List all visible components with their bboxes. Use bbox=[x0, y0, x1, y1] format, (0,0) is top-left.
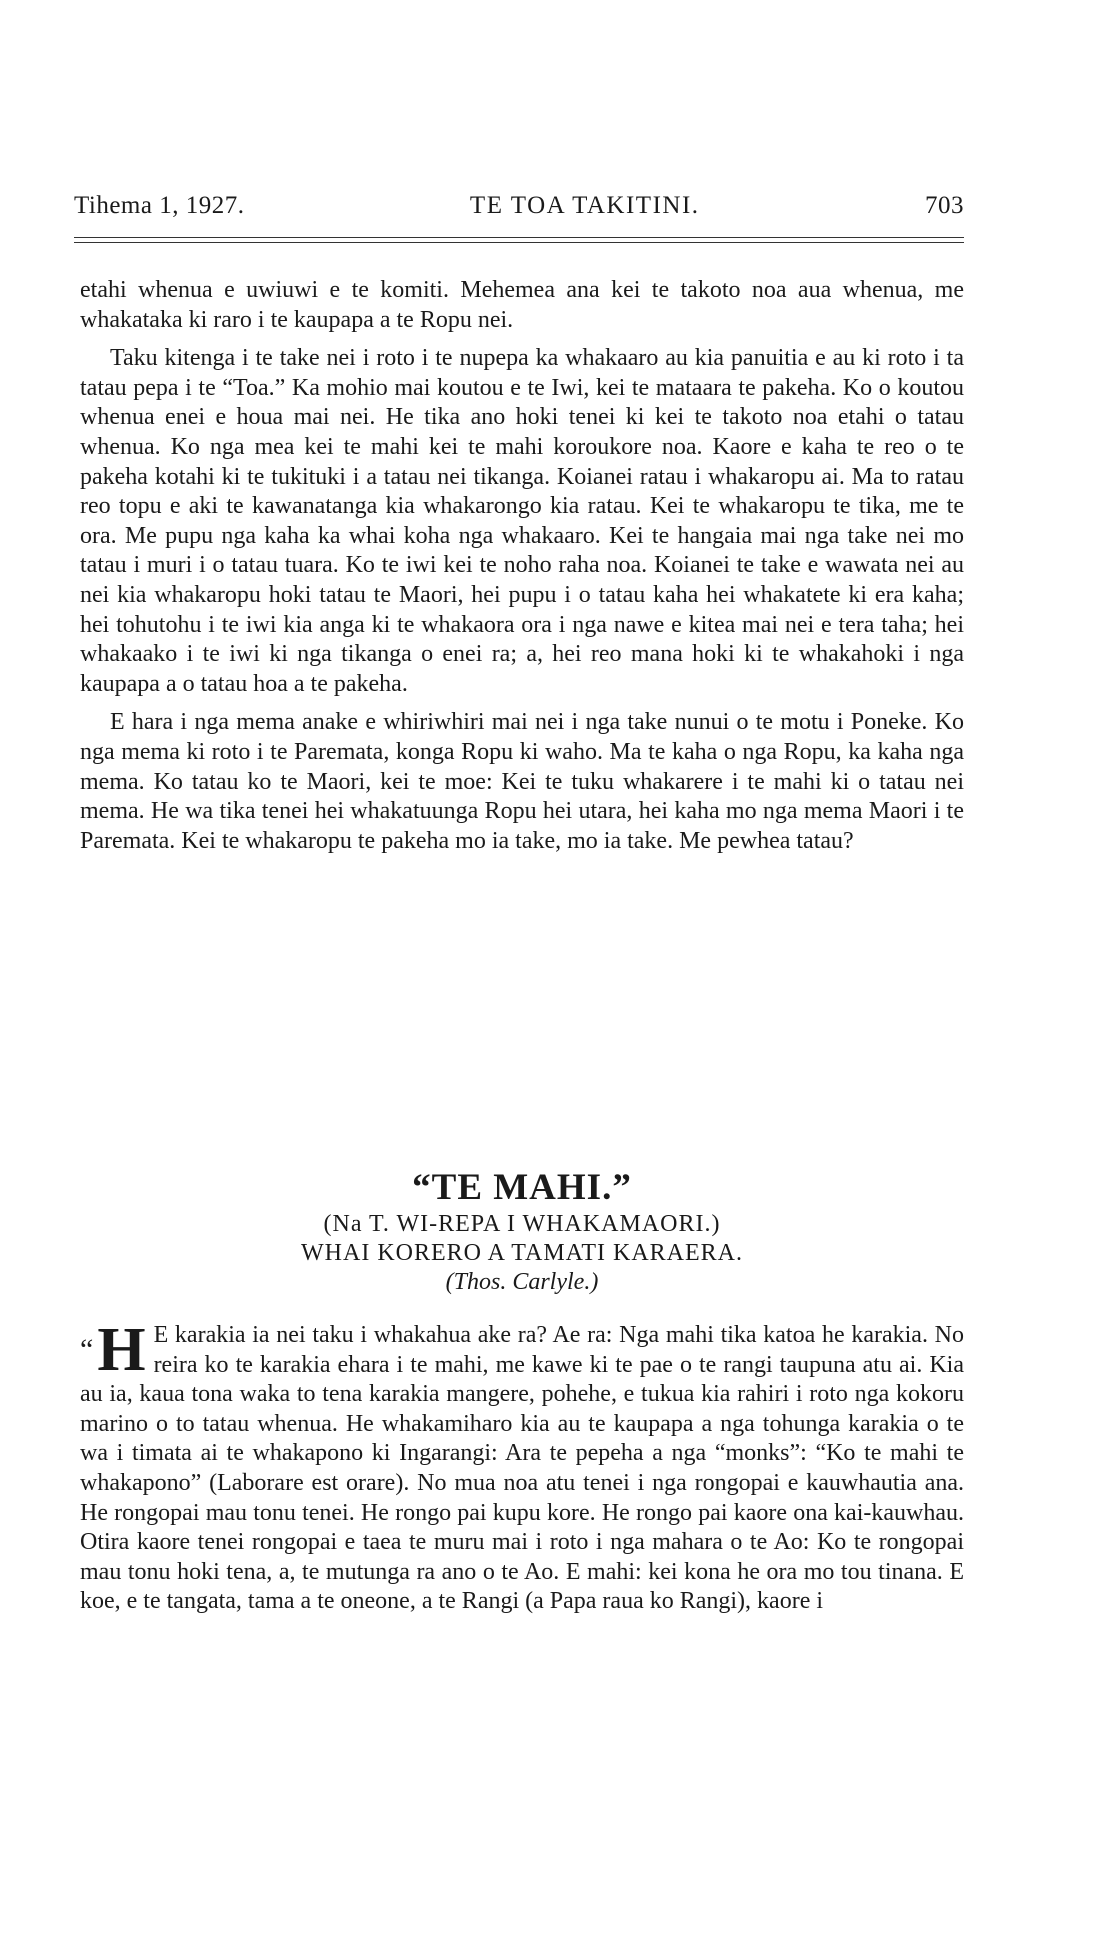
paragraph-1: etahi whenua e uwiuwi e te komiti. Mehemea ana kei te takoto noa aua whenua, me whakataka ki raro i te kaupapa a te Ropu nei. bbox=[80, 277, 964, 333]
paragraph-2: Taku kitenga i te take nei i roto i te nupepa ka whakaaro au kia panuitia e au ki roto i ta tatau pepa i te “Toa.” Ka mohio mai koutou e te Iwi, kei te mataara te pakeha. Ko o koutou whenua enei e houa mai nei. He tika ano hoki tenei ki kei te takoto noa etahi o tatau whenua. Ko nga mea kei te mahi kei te mahi koroukore noa. Kaore e kaha te reo o te pakeha kotahi ki te tukituki i a tatau nei tikanga. Koianei ratau i whakaropu ai. Ma to ratau reo topu e aki te kawanatanga kia whakarongo kia ratau. Kei te whakaropu te tika, me te ora. Me pupu nga kaha ka whai koha nga whakaaro. Kei te hangaia mai nga take nei mo tatau i muri i o tatau tuara. Ko te iwi kei te noho raha noa. Koianei te take e wawata nei au nei kia whakaropu hoki tatau te Maori, hei pupu i o tatau kaha hei whakatete ki era kaha; hei tohutohu i te iwi kia anga ki te whakaora ora i nga nawe e kitea mai nei e tera taha; hei whakaako i te iwi ki nga tikanga o enei ra; a, hei reo mana hoki ki te whakahoki i nga kaupapa a o tatau hoa a te pakeha. bbox=[80, 345, 964, 697]
section-subtitle: WHAI KORERO A TAMATI KARAERA. bbox=[301, 1240, 743, 1266]
essay-text: E karakia ia nei taku i whakahua ake ra? Ae ra: Nga mahi tika katoa he karakia. No reira ko te karakia ehara i te mahi, me kawe ki te pae o te rangi taupuna atu ai. Kia au ia, kaua tona waka to tena karakia mangere, pohehe, e tukua kia rahiri i roto nga kokoru marino o to tatau whenua. He whakamiharo kia au te kaupapa a nga tohunga karakia o te wa i timata ai te whakapono ki Ingarangi: Ara te pepeha a nga “monks”: “Ko te mahi te whakapono” (Laborare est orare). No mua noa atu tenei i nga rongopai e kauwhautia ana. He rongopai mau tonu tenei. He rongo pai kupu kore. He rongo pai kaore ona kai-kauwhau. Otira kaore tenei rongopai e taea te muru mai i roto i nga mahara o te Ao: Ko te rongopai mau tonu hoki tena, a, te mutunga ra ano o te Ao. E mahi: kei kona he ora mo tou tinana. E koe, e te tangata, tama a te oneone, a te Rangi (a Papa raua ko Rangi), kaore i bbox=[80, 1322, 964, 1615]
section-heading: “TE MAHI.” bbox=[412, 1167, 632, 1208]
essay-body bbox=[80, 1316, 964, 1617]
article-body bbox=[80, 276, 964, 856]
open-quote: “ bbox=[80, 1333, 94, 1366]
running-header bbox=[74, 192, 964, 220]
header-date: Tihema 1, 1927. bbox=[74, 192, 245, 219]
drop-cap bbox=[80, 1316, 146, 1384]
header-rule-bottom bbox=[74, 242, 964, 243]
drop-cap-letter: H bbox=[97, 1316, 146, 1384]
section-attribution: (Thos. Carlyle.) bbox=[445, 1269, 599, 1295]
header-title: TE TOA TAKITINI. bbox=[469, 192, 700, 219]
page-number: 703 bbox=[924, 192, 964, 219]
paragraph-3: E hara i nga mema anake e whiriwhiri mai nei i nga take nunui o te motu i Poneke. Ko nga mema ki roto i te Paremata, konga Ropu ki waho. Ma te kaha o nga Ropu, ka kaha nga mema. Ko tatau ko te Maori, kei te moe: Kei te tuku whakarere i te mahi ki o tatau nei mema. He wa tika tenei hei whakatuunga Ropu hei utara, hei kaha mo nga mema Maori i te Paremata. Kei te whakaropu te pakeha mo ia take, mo ia take. Me pewhea tatau? bbox=[80, 709, 964, 854]
header-rule-top bbox=[74, 237, 964, 238]
section-byline: (Na T. WI-REPA I WHAKAMAORI.) bbox=[323, 1211, 721, 1237]
section-title-block bbox=[80, 1166, 964, 1297]
